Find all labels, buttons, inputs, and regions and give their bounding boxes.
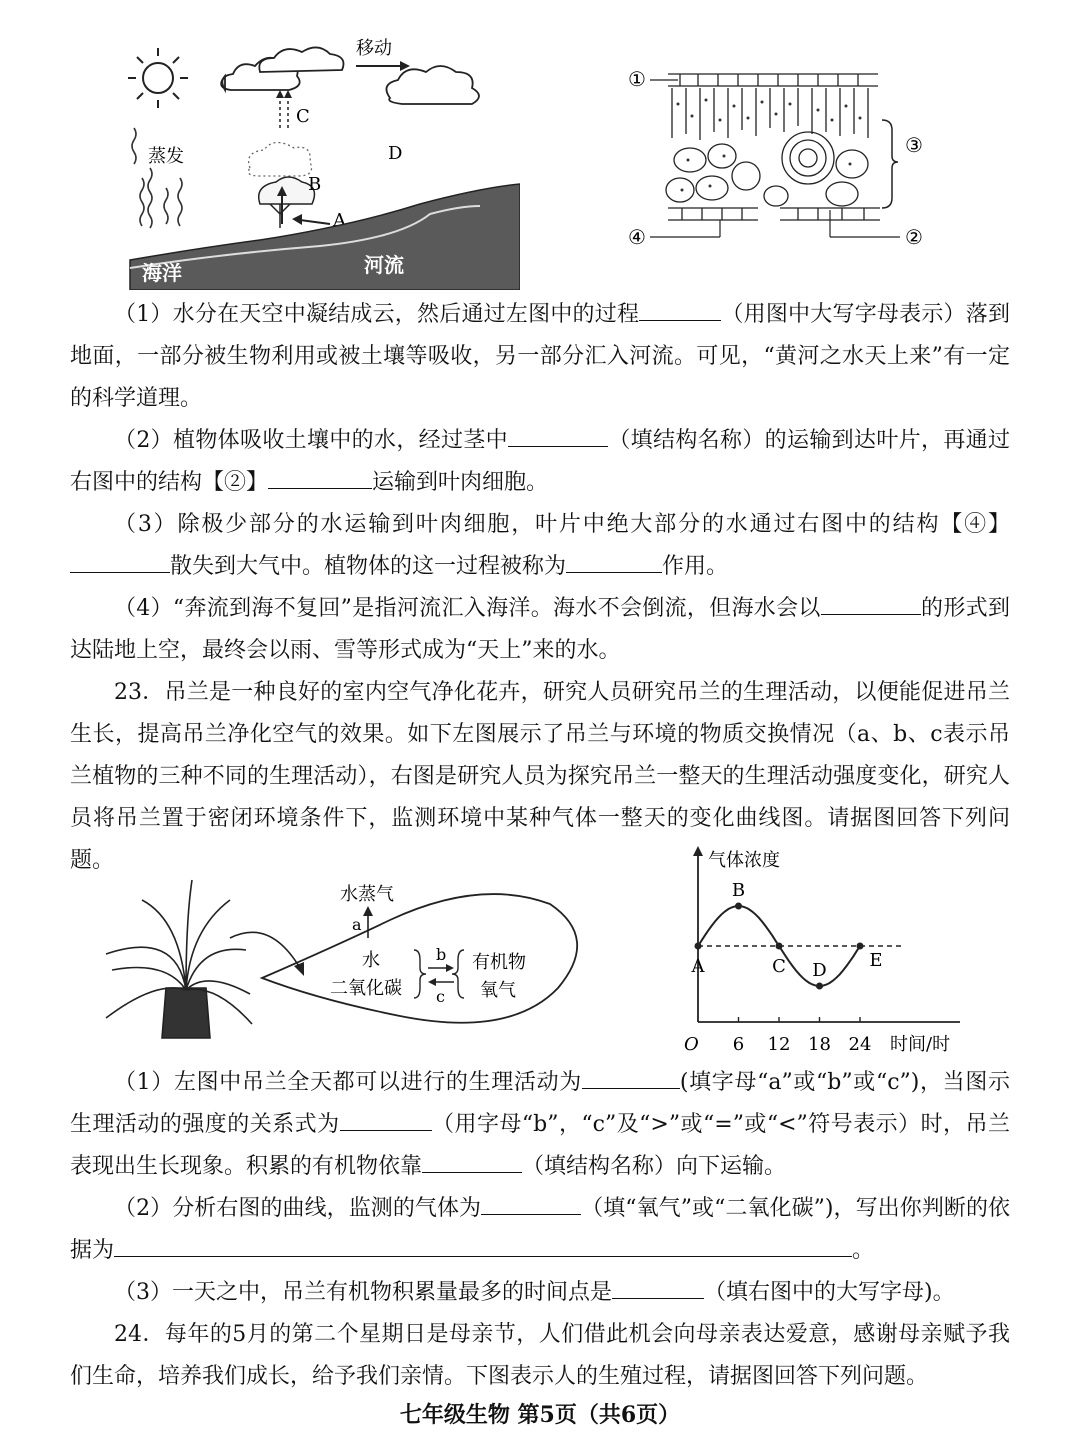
water-label: 水	[362, 950, 380, 971]
data-point-D	[816, 983, 823, 990]
plant-exchange-figure	[100, 868, 590, 1048]
answer-blank[interactable]	[340, 1106, 432, 1131]
label-a: a	[352, 915, 362, 934]
data-point-A	[695, 943, 702, 950]
answer-blank[interactable]	[821, 590, 921, 615]
x-tick-label: 12	[767, 1034, 791, 1055]
river-label: 河流	[364, 253, 404, 277]
gas-concentration-chart	[680, 842, 980, 1058]
q22-part4: （4）“奔流到海不复回”是指河流汇入海洋。海水不会倒流，但海水会以 的形式到达陆地上空，最终会以雨、雪等形式成为“天上”来的水。	[70, 588, 1010, 672]
label-B: B	[308, 174, 322, 195]
q23-part2: （2）分析右图的曲线，监测的气体为 （填“氧气”或“二氧化碳”)，写出你判断的依据为 。	[70, 1188, 1010, 1272]
y-axis-arrow	[693, 846, 703, 856]
answer-blank[interactable]	[114, 1232, 852, 1257]
label-c: c	[436, 987, 445, 1006]
oxygen-label: 氧气	[480, 980, 516, 1001]
point-label-E: E	[869, 950, 883, 971]
answer-blank[interactable]	[268, 464, 372, 489]
answer-blank[interactable]	[582, 1064, 680, 1089]
label-2: ②	[905, 225, 923, 249]
point-label-A: A	[691, 956, 705, 977]
q23-part1: （1）左图中吊兰全天都可以进行的生理活动为 (填字母“a”或“b”或“c”)，当图示生理活动的强度的关系式为 （用字母“b”，“c”及“>”或“=”或“<”符号表示）时，吊兰表现出生长现象。积累的有机物依靠 （填结构名称）向下运输。	[70, 1062, 1010, 1188]
label-3: ③	[905, 133, 923, 157]
q22-part2: （2）植物体吸收土壤中的水，经过茎中 （填结构名称）的运输到达叶片，再通过右图中的结构【②】 运输到叶肉细胞。	[70, 420, 1010, 504]
water-cycle-figure	[120, 28, 520, 290]
cloud-icon	[221, 47, 479, 104]
q24-intro: 24．每年的5月的第二个星期日是母亲节，人们借此机会向母亲表达爱意，感谢母亲赋予我们生命，培养我们成长，给予我们亲情。下图表示人的生殖过程，请据图回答下列问题。	[70, 1322, 1010, 1389]
q23-part3: （3）一天之中，吊兰有机物积累量最多的时间点是 （填右图中的大写字母)。	[70, 1272, 1010, 1314]
label-C: C	[296, 106, 310, 127]
q22-part3: （3）除极少部分的水运输到叶肉细胞，叶片中绝大部分的水通过右图中的结构【④】散失到大气中。植物体的这一过程被称为 作用。	[70, 504, 1010, 588]
x-tick-label: 6	[732, 1034, 745, 1055]
q23-intro: 23．吊兰是一种良好的室内空气净化花卉，研究人员研究吊兰的生理活动，以便能促进吊兰生长，提高吊兰净化空气的效果。如下左图展示了吊兰与环境的物质交换情况（a、b、c表示吊兰植物的三种不同的生理活动），右图是研究人员为探究吊兰一整天的生理活动强度变化，研究人员将吊兰置于密闭环境条件下，监测环境中某种气体一整天的变化曲线图。请据图回答下列问题。	[70, 680, 1010, 873]
page-footer: 七年级生物 第5页（共6页）	[399, 1402, 681, 1428]
x-tick-label: 24	[848, 1034, 872, 1055]
spider-plant-icon	[106, 880, 252, 1038]
answer-blank[interactable]	[612, 1274, 704, 1299]
y-axis-label: 气体浓度	[708, 850, 780, 871]
land-ocean	[130, 184, 520, 290]
label-A: A	[333, 210, 346, 231]
point-label-C: C	[772, 956, 786, 977]
move-label: 移动	[356, 38, 392, 59]
answer-blank[interactable]	[566, 548, 662, 573]
sun-icon	[128, 48, 188, 108]
answer-blank[interactable]	[481, 1190, 581, 1215]
answer-blank[interactable]	[70, 548, 170, 573]
answer-blank[interactable]	[422, 1148, 522, 1173]
vapor-label: 水蒸气	[340, 884, 394, 905]
ocean-label: 海洋	[142, 261, 182, 285]
label-D: D	[388, 143, 403, 164]
label-1: ①	[628, 67, 646, 91]
point-label-B: B	[731, 880, 746, 901]
evaporation-arrows	[132, 128, 182, 228]
q22-part1: （1）水分在天空中凝结成云，然后通过左图中的过程 （用图中大写字母表示）落到地面，一部分被生物利用或被土壤等吸收，另一部分汇入河流。可见，“黄河之水天上来”有一定的科学道理。	[70, 294, 1010, 420]
organic-label: 有机物	[472, 952, 526, 973]
leaf-section-figure	[620, 60, 940, 255]
origin-label: O	[684, 1034, 699, 1055]
question-22	[70, 294, 1010, 882]
evaporation-label: 蒸发	[148, 146, 184, 167]
answer-blank[interactable]	[639, 296, 721, 321]
label-4: ④	[628, 225, 646, 249]
label-b: b	[436, 945, 447, 964]
data-point-E	[857, 943, 864, 950]
answer-blank[interactable]	[508, 422, 608, 447]
question-23-parts	[70, 1062, 1010, 1398]
co2-label: 二氧化碳	[330, 978, 402, 999]
point-label-D: D	[812, 960, 827, 981]
x-tick-label: 18	[808, 1034, 831, 1055]
data-point-B	[735, 903, 742, 910]
data-point-C	[776, 943, 783, 950]
x-axis-label: 时间/时	[890, 1034, 951, 1055]
